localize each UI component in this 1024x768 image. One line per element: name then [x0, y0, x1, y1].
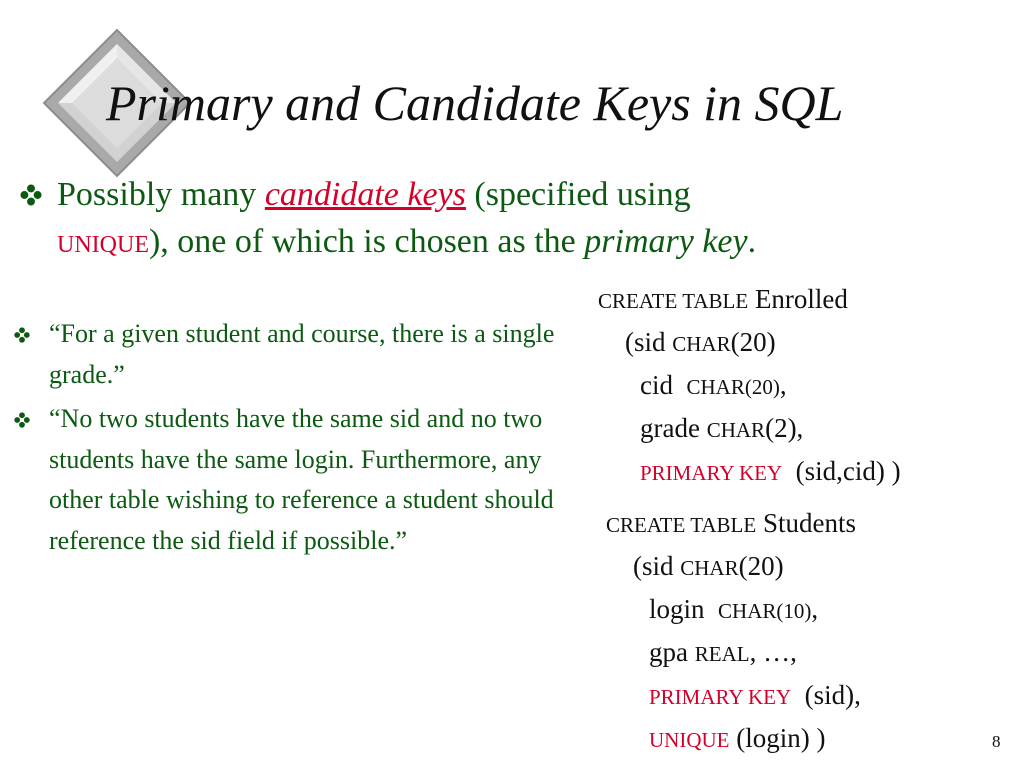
code-text: (2), [765, 413, 804, 443]
quote-item-sid [14, 399, 559, 561]
enrolled-sid-line [598, 322, 1018, 365]
slide-title: Primary and Candidate Keys in SQL [106, 75, 844, 131]
char-keyword: CHAR [672, 332, 731, 356]
fleuron-bullet-icon [20, 184, 42, 206]
primary-key-term: primary key [584, 223, 748, 260]
enrolled-table-name: Enrolled [748, 284, 848, 314]
main-bullet-end: . [747, 223, 757, 260]
code-text: (20) [738, 551, 784, 581]
code-text: (sid,cid) ) [782, 456, 901, 486]
quote-text: “No two students have the same sid and no two students have the same login. Furthermore, any other table wishing to reference a student should reference the sid field if possible.” [49, 404, 554, 555]
code-text: , [779, 370, 787, 400]
page-number: 8 [992, 732, 1001, 751]
code-text: cid [640, 370, 687, 400]
quote-list [14, 314, 559, 565]
code-text: (sid [633, 551, 681, 581]
candidate-keys-term: candidate keys [264, 176, 466, 213]
students-table-name: Students [756, 508, 856, 538]
code-text: gpa [649, 637, 695, 667]
create-table-keyword: CREATE TABLE [606, 513, 757, 537]
create-table-keyword: CREATE TABLE [598, 289, 749, 313]
enrolled-cid-line [598, 365, 1018, 408]
code-text: (20) [730, 327, 776, 357]
students-login-line [598, 589, 1018, 632]
enrolled-create-line [598, 279, 1018, 322]
real-keyword: REAL [694, 642, 750, 666]
code-text: (sid [625, 327, 673, 357]
quote-text: “For a given student and course, there is a single grade.” [49, 319, 555, 389]
main-bullet-mid: (specified using [465, 176, 691, 213]
main-bullet-post: ), one of which is chosen as the [148, 223, 585, 260]
students-sid-line [598, 546, 1018, 589]
quote-item-grade [14, 314, 559, 395]
fleuron-bullet-icon [14, 327, 30, 343]
sql-code [598, 279, 1018, 761]
code-text: grade [640, 413, 707, 443]
enrolled-grade-line [598, 408, 1018, 451]
code-text: (login) ) [729, 723, 826, 753]
students-create-line [598, 503, 1018, 546]
students-gpa-line [598, 632, 1018, 675]
unique-keyword: UNIQUE [57, 232, 149, 258]
unique-keyword: UNIQUE [649, 728, 730, 752]
char-keyword: CHAR(20) [686, 375, 780, 399]
fleuron-bullet-icon [14, 412, 30, 428]
code-text: , …, [749, 637, 797, 667]
char-keyword: CHAR(10) [718, 599, 812, 623]
primary-key-keyword: PRIMARY KEY [640, 461, 783, 485]
students-pk-line [598, 675, 1018, 718]
char-keyword: CHAR [680, 556, 739, 580]
code-text: (sid), [791, 680, 861, 710]
code-text: login [649, 594, 719, 624]
main-bullet-pre: Possibly many [57, 176, 265, 213]
primary-key-keyword: PRIMARY KEY [649, 685, 792, 709]
students-unique-line [598, 718, 1018, 761]
code-text: , [811, 594, 819, 624]
enrolled-pk-line [598, 451, 1018, 494]
char-keyword: CHAR [706, 418, 766, 442]
